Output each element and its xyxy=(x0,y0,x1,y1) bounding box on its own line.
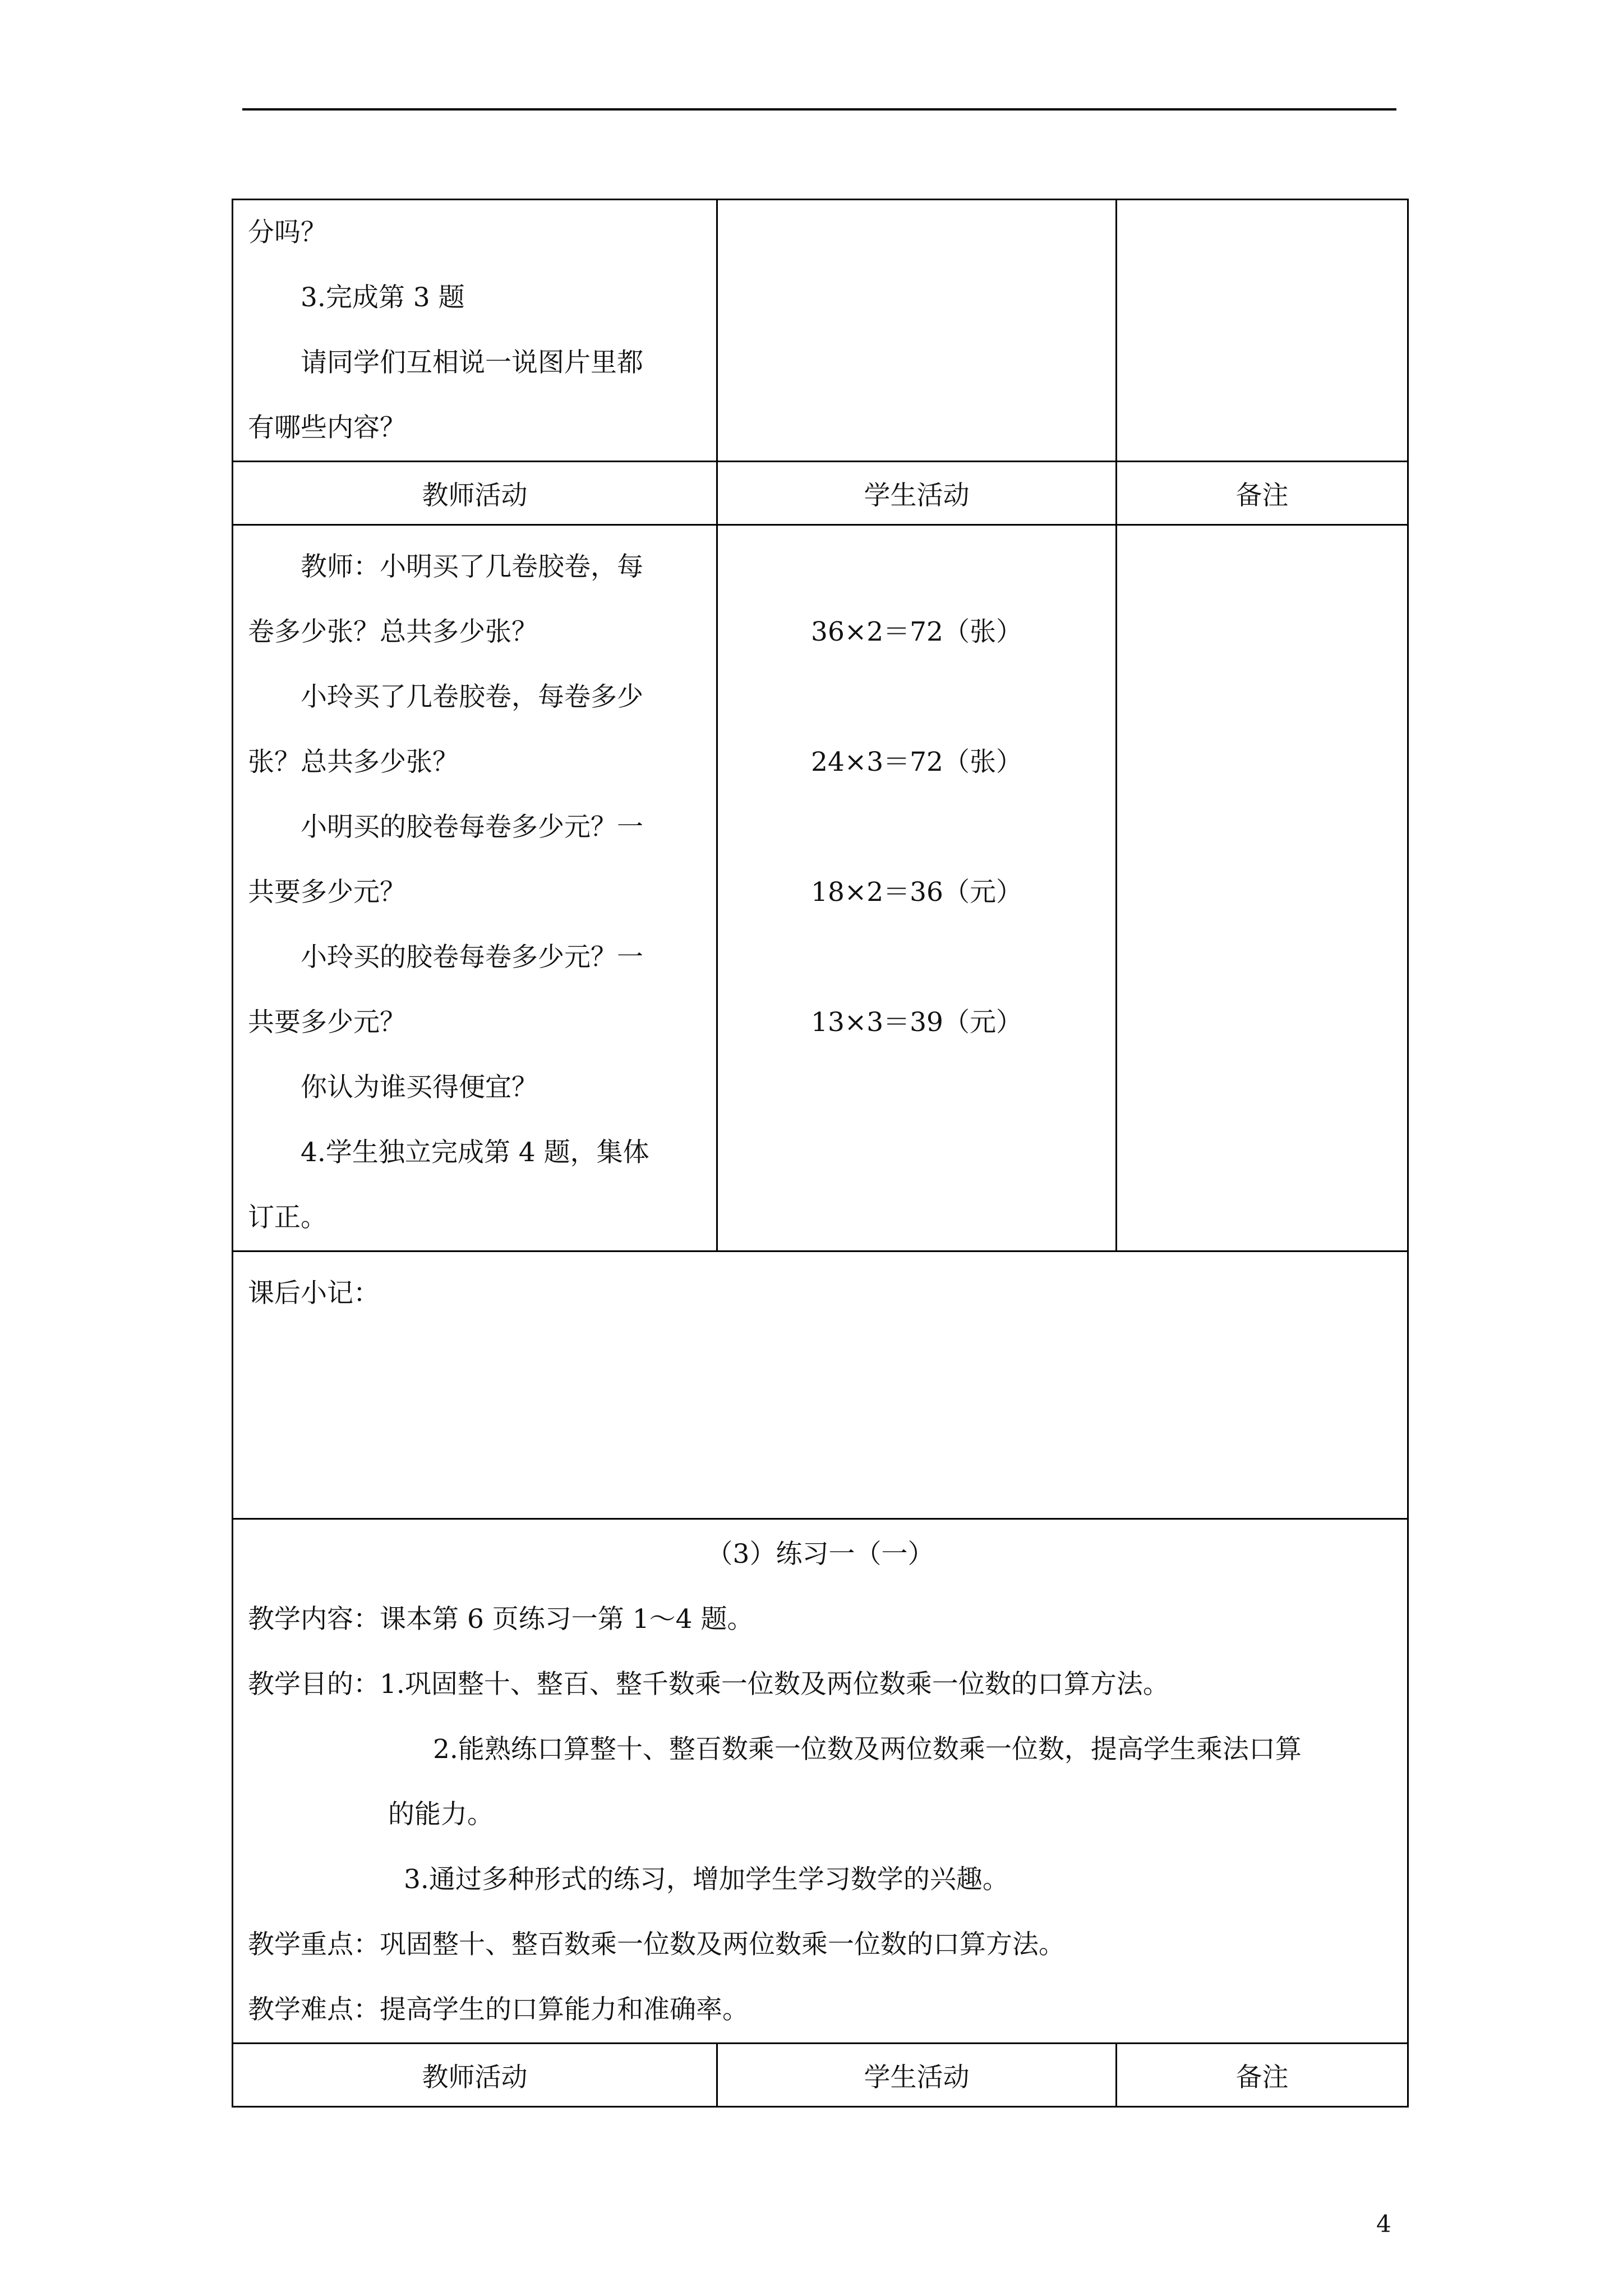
student-equation: 36×2＝72（张） xyxy=(811,616,1022,647)
notes-cell xyxy=(1117,525,1408,1251)
student-activity-cell xyxy=(717,525,1117,1251)
after-class-cell xyxy=(233,1251,1408,1519)
continued-line: 有哪些内容？ xyxy=(248,412,406,443)
continued-notes-cell xyxy=(1117,200,1408,462)
table-header-row-2 xyxy=(233,2044,1408,2107)
activity-row xyxy=(233,525,1408,1251)
after-class-label: 课后小记： xyxy=(248,1278,380,1309)
teacher-line: 你认为谁买得便宜？ xyxy=(301,1072,538,1103)
student-equation: 24×3＝72（张） xyxy=(811,747,1022,777)
continued-line: 请同学们互相说一说图片里都 xyxy=(301,347,643,378)
continued-row xyxy=(233,200,1408,462)
lesson-info-cell xyxy=(233,1519,1408,2044)
student-equation: 18×2＝36（元） xyxy=(811,877,1022,908)
header-student: 学生活动 xyxy=(717,462,1117,525)
lesson-goal-2: 2.能熟练口算整十、整百数乘一位数及两位数乘一位数，提高学生乘法口算 xyxy=(433,1734,1302,1765)
header-notes: 备注 xyxy=(1117,462,1408,525)
lesson-plan-table xyxy=(232,199,1409,2108)
teacher-line: 4.学生独立完成第 4 题，集体 xyxy=(301,1137,649,1168)
page-number: 4 xyxy=(1376,2210,1391,2238)
teacher-line: 小明买的胶卷每卷多少元？一 xyxy=(301,812,643,843)
header-notes-2: 备注 xyxy=(1117,2044,1408,2107)
continued-student-cell xyxy=(717,200,1117,462)
teacher-line: 卷多少张？总共多少张？ xyxy=(248,616,538,647)
table-header-row xyxy=(233,462,1408,525)
header-student-2: 学生活动 xyxy=(717,2044,1117,2107)
lesson-title: （3）练习一（一） xyxy=(706,1539,934,1570)
lesson-difficulty: 教学难点：提高学生的口算能力和准确率。 xyxy=(248,1994,749,2025)
continued-line: 分吗？ xyxy=(248,217,327,248)
teacher-activity-cell xyxy=(233,525,717,1251)
lesson-goal-3: 3.通过多种形式的练习，增加学生学习数学的兴趣。 xyxy=(404,1864,1009,1895)
lesson-key-point: 教学重点：巩固整十、整百数乘一位数及两位数乘一位数的口算方法。 xyxy=(248,1929,1065,1960)
lesson-goal-2-cont: 的能力。 xyxy=(388,1799,494,1830)
lesson-goal-1: 教学目的：1.巩固整十、整百、整千数乘一位数及两位数乘一位数的口算方法。 xyxy=(248,1669,1169,1700)
lesson-content: 教学内容：课本第 6 页练习一第 1～4 题。 xyxy=(248,1604,754,1635)
header-teacher: 教师活动 xyxy=(233,462,717,525)
teacher-line: 小玲买了几卷胶卷，每卷多少 xyxy=(301,682,643,712)
lesson-info-row xyxy=(233,1519,1408,2044)
teacher-line: 订正。 xyxy=(248,1202,327,1233)
teacher-line: 共要多少元？ xyxy=(248,877,406,908)
continued-teacher-cell xyxy=(233,200,717,462)
teacher-line: 教师：小明买了几卷胶卷，每 xyxy=(301,551,643,582)
student-equation: 13×3＝39（元） xyxy=(811,1007,1022,1038)
teacher-line: 共要多少元？ xyxy=(248,1007,406,1038)
continued-line: 3.完成第 3 题 xyxy=(301,282,465,313)
header-rule xyxy=(242,108,1396,111)
header-teacher-2: 教师活动 xyxy=(233,2044,717,2107)
teacher-line: 小玲买的胶卷每卷多少元？一 xyxy=(301,942,643,973)
teacher-line: 张？总共多少张？ xyxy=(248,747,459,777)
after-class-row xyxy=(233,1251,1408,1519)
